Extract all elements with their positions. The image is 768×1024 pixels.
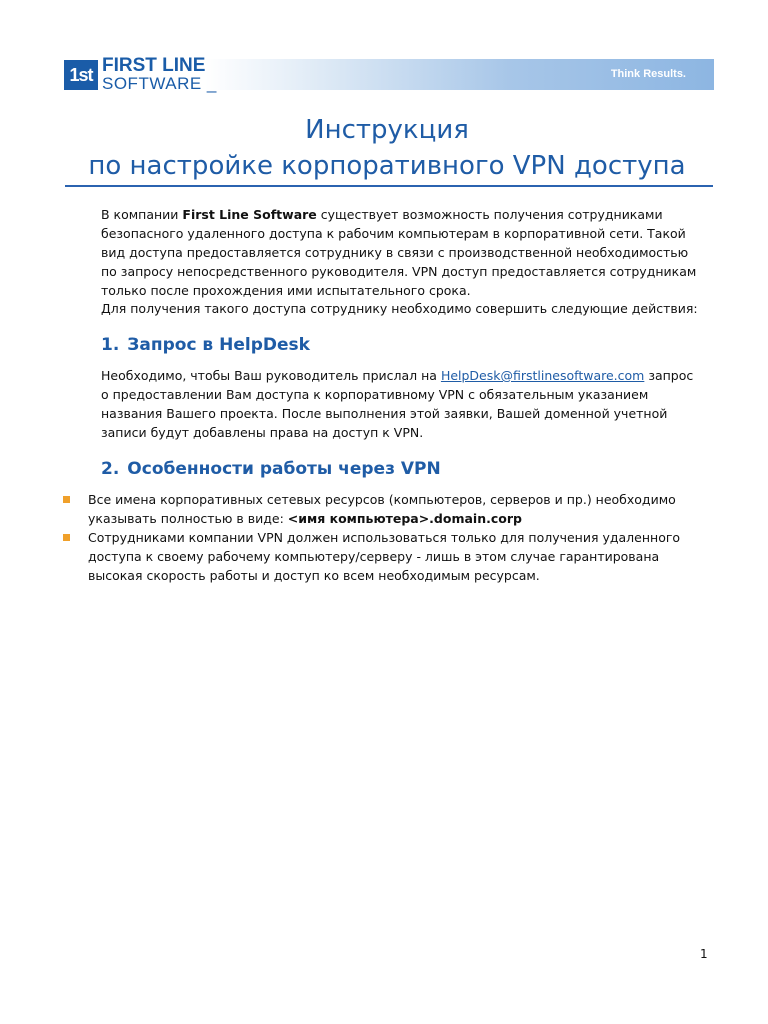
bullet-text-body: Все имена корпоративных сетевых ресурсов (компьютеров, серверов и пр.) необходимо указывать полностью в виде:	[88, 492, 676, 526]
bullet-text-bold: <имя компьютера>.domain.corp	[287, 511, 522, 526]
intro-text-start: В компании	[101, 207, 183, 222]
list-item	[63, 490, 713, 528]
logo-mark: 1st	[64, 60, 98, 90]
section-title: Особенности работы через VPN	[127, 459, 441, 479]
section-title: Запрос в HelpDesk	[127, 335, 310, 355]
title-line2: по настройке корпоративного VPN доступа	[88, 151, 686, 181]
helpdesk-text-rest: запрос о предоставлении Вам доступа к корпоративному VPN с обязательным указанием названия Вашего проекта. После выполнения этой заявки, Вашей доменной учетной записи будут добавлены права на доступ к VPN.	[101, 368, 694, 440]
bullet-text: Сотрудниками компании VPN должен использоваться только для получения удаленного доступа к своему рабочему компьютеру/серверу - лишь в этом случае гарантирована высокая скорость работы и доступ ко всем необходимым ресурсам.	[88, 530, 681, 583]
company-logo	[62, 56, 222, 96]
title-divider	[65, 185, 713, 187]
page-number: 1	[700, 947, 708, 961]
logo-line1: FIRST LINE	[102, 55, 206, 76]
section-heading-vpn	[101, 458, 441, 480]
header-banner	[205, 59, 714, 90]
helpdesk-paragraph	[101, 366, 701, 442]
helpdesk-email-link[interactable]: HelpDesk@firstlinesoftware.com	[440, 368, 645, 383]
helpdesk-text-start: Необходимо, чтобы Ваш руководитель прислал на	[101, 368, 441, 383]
bullet-square-icon	[63, 534, 70, 541]
logo-line2: SOFTWARE _	[102, 74, 217, 93]
document-title	[62, 112, 712, 184]
section-number: 1.	[101, 335, 120, 355]
section-number: 2.	[101, 459, 120, 479]
section-heading-helpdesk	[101, 334, 310, 356]
bullet-text	[88, 490, 713, 528]
company-name: First Line Software	[182, 207, 317, 222]
page-header	[62, 56, 714, 96]
intro-paragraph-2: Для получения такого доступа сотруднику необходимо совершить следующие действия:	[101, 301, 698, 316]
banner-slogan: Think Results.	[610, 68, 686, 80]
intro-paragraph	[101, 205, 701, 300]
intro-text-rest: существует возможность получения сотрудниками безопасного удаленного доступа к рабочим компьютерам в корпоративной сети. Такой вид доступа предоставляется сотруднику в связи с производственной необходимостью по запросу непосредственного руководителя. VPN доступ предоставляется сотрудникам только после прохождения ими испытательного срока.	[101, 207, 697, 298]
title-line1: Инструкция	[305, 115, 469, 145]
bullet-square-icon	[63, 496, 70, 503]
list-item	[63, 528, 713, 585]
